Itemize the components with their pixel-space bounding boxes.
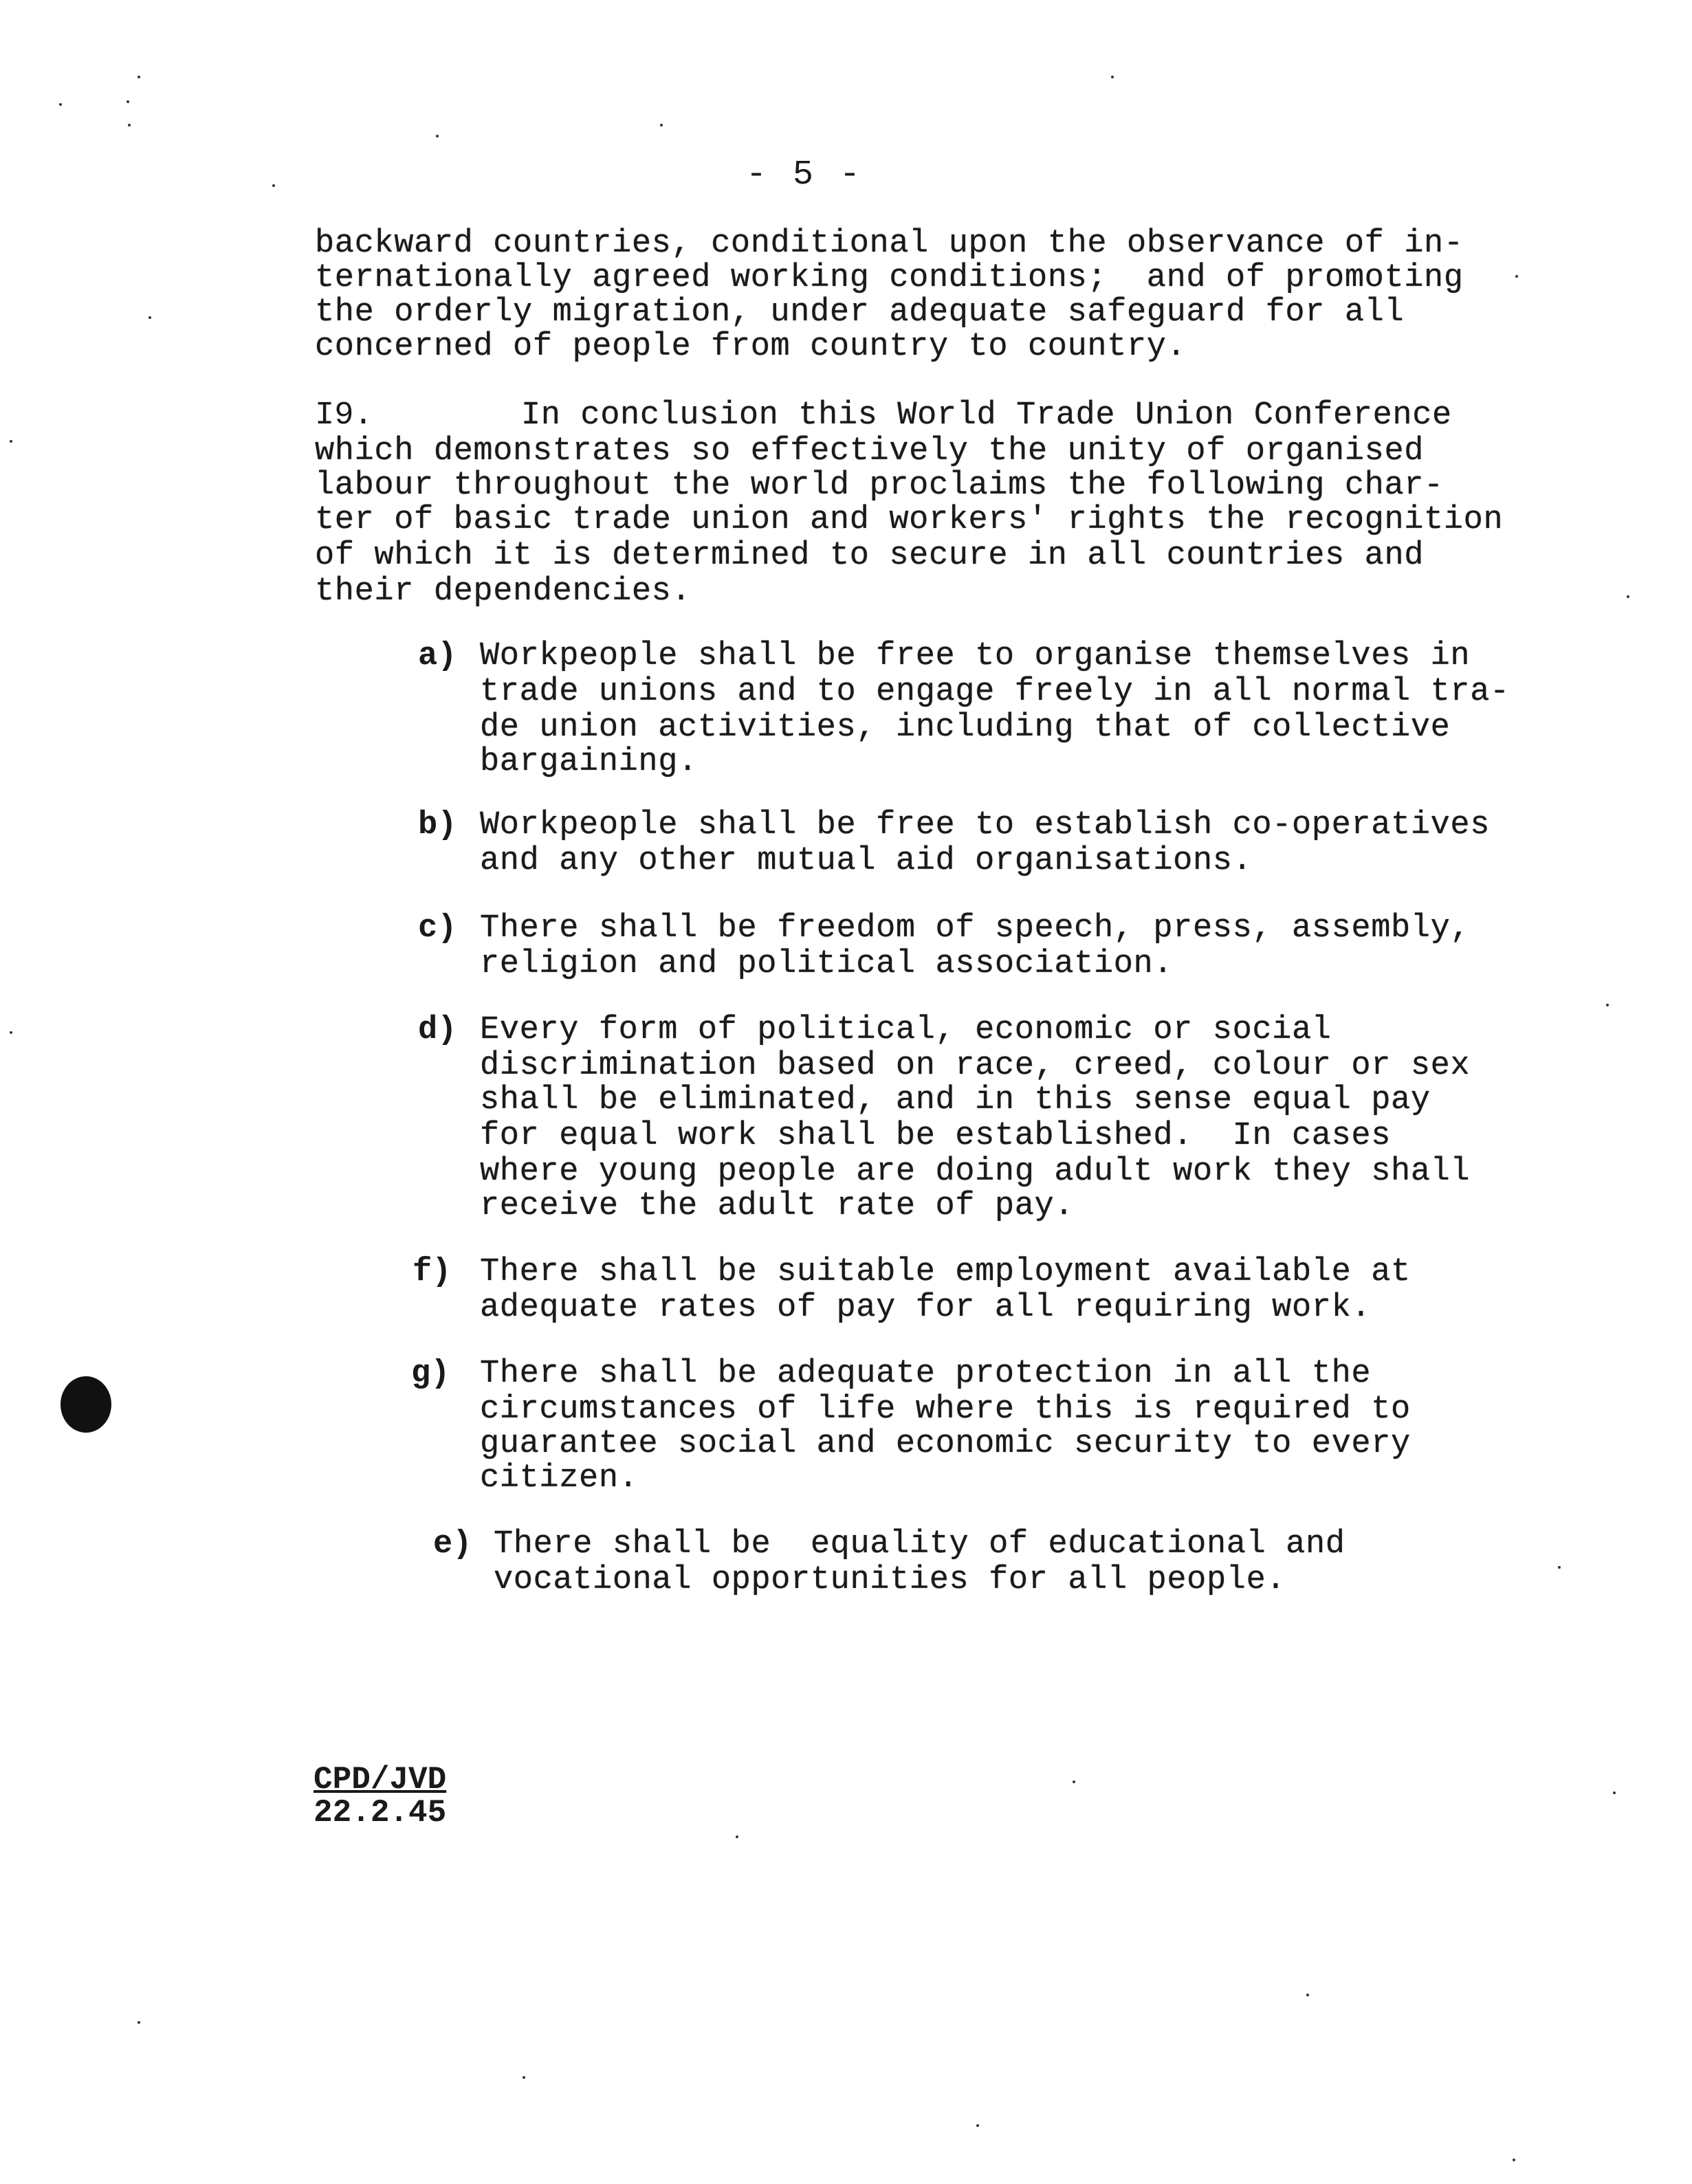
speck	[138, 76, 140, 78]
paragraph-line: which demonstrates so effectively the unity of organised	[315, 433, 1425, 470]
item-line: There shall be freedom of speech, press, assembly,	[480, 910, 1471, 947]
speck	[272, 184, 275, 187]
paragraph-line: of which it is determined to secure in all countries and	[315, 538, 1425, 574]
item-line: guarantee social and economic security to every	[480, 1426, 1411, 1462]
item-line: shall be eliminated, and in this sense equal pay	[480, 1082, 1431, 1118]
item-line: There shall be suitable employment available at	[480, 1254, 1411, 1290]
reference-date: 22.2.45	[314, 1795, 447, 1831]
item-line: There shall be equality of educational and	[494, 1526, 1345, 1563]
speck	[1073, 1780, 1075, 1783]
speck	[523, 2076, 525, 2079]
page-number: - 5 -	[745, 155, 864, 195]
item-line: adequate rates of pay for all requiring work.	[480, 1290, 1372, 1326]
speck	[976, 2124, 979, 2127]
item-line: and any other mutual aid organisations.	[480, 843, 1253, 879]
speck	[149, 316, 151, 319]
speck	[1627, 595, 1629, 598]
item-label: g)	[411, 1356, 450, 1392]
continuation-line: concerned of people from country to country.	[315, 329, 1187, 365]
item-label: e)	[433, 1526, 472, 1563]
reference-initials: CPD/JVD	[314, 1762, 447, 1798]
item-line: religion and political association.	[480, 946, 1174, 982]
item-line: trade unions and to engage freely in all normal tra-	[480, 674, 1510, 710]
speck	[138, 2021, 140, 2024]
item-label: f)	[413, 1254, 452, 1290]
paragraph-line: their dependencies.	[315, 573, 692, 610]
item-line: receive the adult rate of pay.	[480, 1188, 1075, 1224]
item-line: discrimination based on race, creed, colour or sex	[480, 1048, 1471, 1084]
speck	[1513, 2159, 1515, 2161]
speck	[10, 1031, 12, 1034]
item-line: There shall be adequate protection in all the	[480, 1356, 1372, 1392]
item-label: d)	[418, 1012, 457, 1048]
speck	[736, 1835, 738, 1838]
item-line: Workpeople shall be free to organise themselves in	[480, 638, 1471, 674]
item-line: Workpeople shall be free to establish co-operatives	[480, 807, 1491, 843]
item-line: de union activities, including that of collective	[480, 709, 1451, 746]
paragraph-line: ter of basic trade union and workers' rights the recognition	[315, 502, 1504, 538]
continuation-line: the orderly migration, under adequate safeguard for all	[315, 294, 1405, 331]
item-line: for equal work shall be established. In cases	[480, 1118, 1392, 1154]
speck	[59, 103, 62, 106]
continuation-line: backward countries, conditional upon the observance of in-	[315, 225, 1464, 262]
item-line: Every form of political, economic or social	[480, 1012, 1332, 1048]
speck	[1306, 1994, 1309, 1996]
item-line: where young people are doing adult work they shall	[480, 1154, 1471, 1190]
item-line: citizen.	[480, 1460, 639, 1497]
speck	[1111, 76, 1114, 78]
speck	[10, 440, 12, 443]
speck	[660, 124, 663, 126]
paragraph-line: labour throughout the world proclaims the following char-	[315, 467, 1444, 504]
item-label: a)	[418, 638, 457, 674]
speck	[128, 124, 131, 126]
item-label: c)	[418, 910, 457, 947]
item-line: bargaining.	[480, 744, 698, 780]
paragraph-number: I9.	[315, 397, 373, 434]
speck	[127, 100, 129, 103]
speck	[436, 135, 439, 137]
speck	[1558, 1566, 1561, 1569]
item-label: b)	[418, 807, 457, 843]
paragraph-line: In conclusion this World Trade Union Conference	[521, 397, 1452, 434]
speck	[1515, 275, 1518, 278]
speck	[1613, 1791, 1616, 1794]
ink-blot	[61, 1376, 111, 1433]
item-line: circumstances of life where this is required to	[480, 1391, 1411, 1428]
speck	[1606, 1004, 1609, 1006]
continuation-line: ternationally agreed working conditions; and of promoting	[315, 260, 1464, 296]
item-line: vocational opportunities for all people.	[494, 1562, 1286, 1598]
